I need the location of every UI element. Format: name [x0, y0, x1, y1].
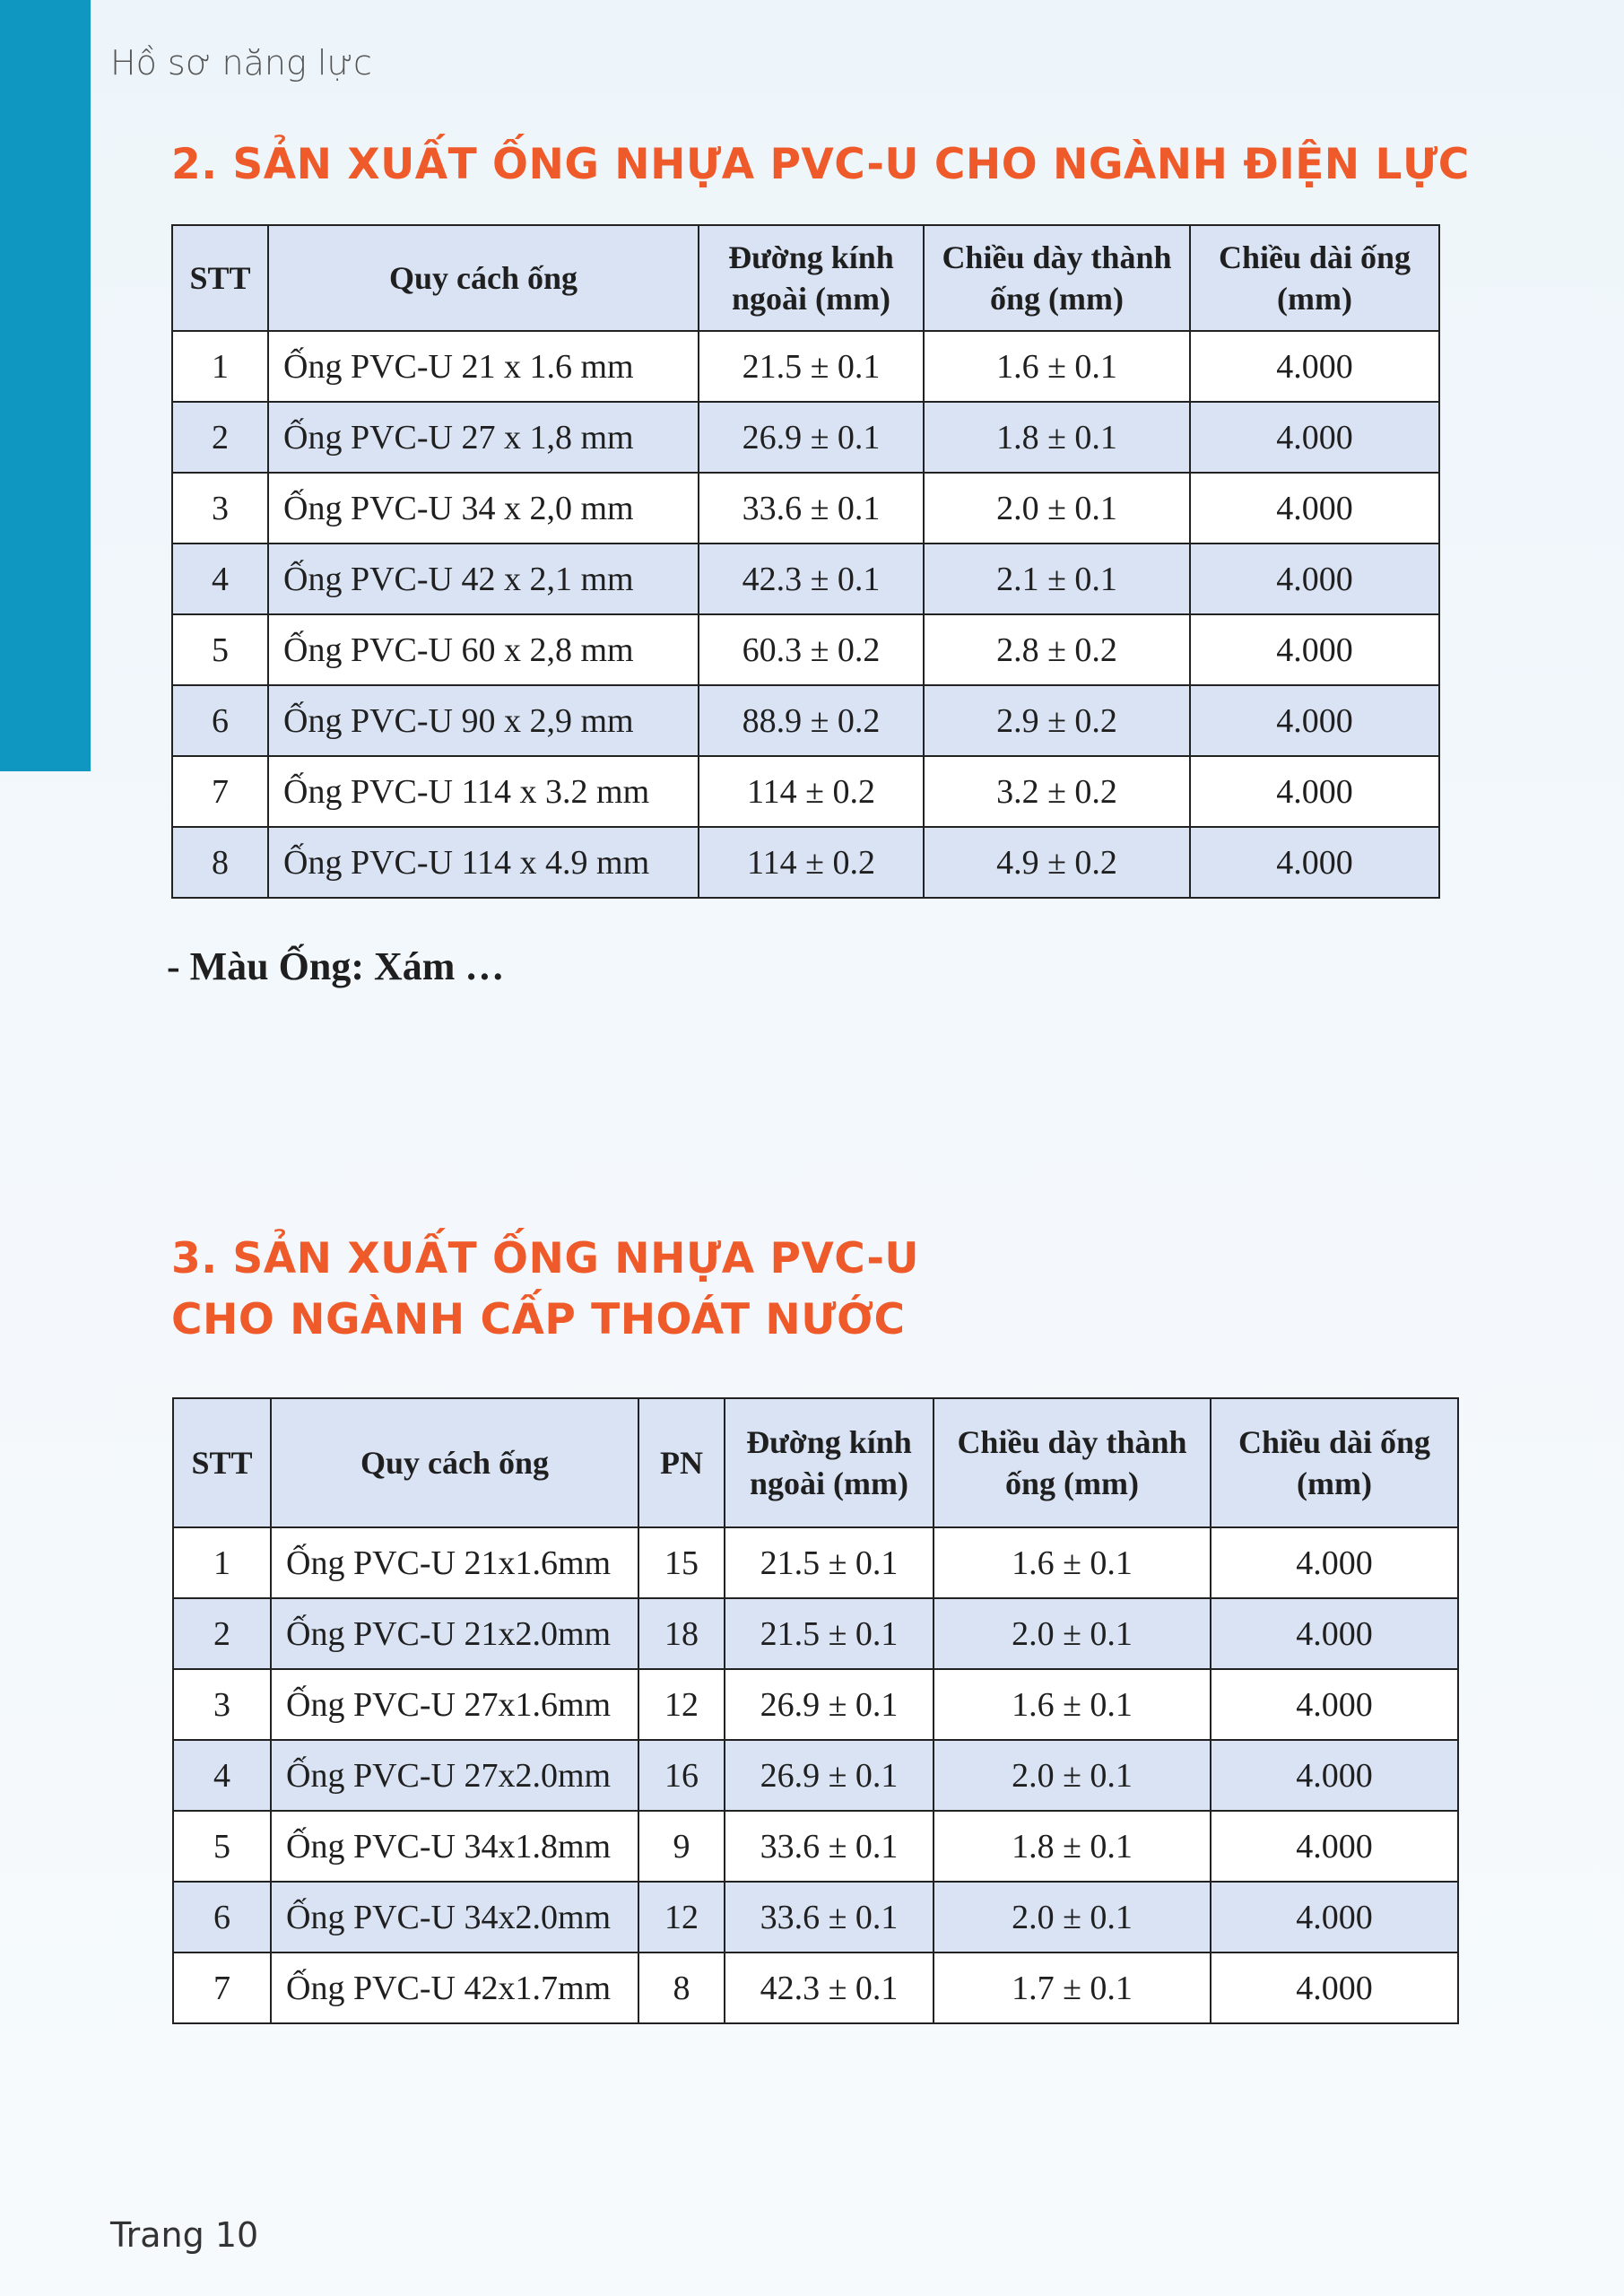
table-row: [173, 1811, 1458, 1882]
table-row: [172, 331, 1439, 402]
table-cell: Ống PVC-U 27 x 1,8 mm: [268, 402, 699, 473]
column-header: Chiều dài ống (mm): [1211, 1398, 1458, 1527]
column-header: STT: [173, 1398, 271, 1527]
table-row: [173, 1527, 1458, 1598]
table-cell: 4.000: [1211, 1811, 1458, 1882]
table-cell: 8: [172, 827, 268, 898]
table-cell: Ống PVC-U 34x1.8mm: [271, 1811, 638, 1882]
table-cell: 4.000: [1211, 1527, 1458, 1598]
table-cell: 1.7 ± 0.1: [934, 1952, 1211, 2023]
table-cell: 12: [638, 1669, 725, 1740]
table-cell: Ống PVC-U 34 x 2,0 mm: [268, 473, 699, 544]
table-cell: 18: [638, 1598, 725, 1669]
table-cell: 5: [172, 614, 268, 685]
table-cell: 21.5 ± 0.1: [699, 331, 924, 402]
column-header: Chiều dày thành ống (mm): [934, 1398, 1211, 1527]
table-cell: 4.000: [1190, 331, 1439, 402]
table-cell: 1: [172, 331, 268, 402]
table-cell: 3: [173, 1669, 271, 1740]
table-row: [173, 1598, 1458, 1669]
table-cell: 4.000: [1190, 827, 1439, 898]
table-cell: Ống PVC-U 21x1.6mm: [271, 1527, 638, 1598]
table-cell: 4.000: [1190, 685, 1439, 756]
section-2-title: 2. SẢN XUẤT ỐNG NHỰA PVC-U CHO NGÀNH ĐIỆN LỰC: [171, 140, 1470, 189]
table-cell: 4.000: [1211, 1740, 1458, 1811]
column-header: STT: [172, 225, 268, 331]
table-cell: Ống PVC-U 114 x 3.2 mm: [268, 756, 699, 827]
table-row: [173, 1669, 1458, 1740]
water-pipe-spec-table: [172, 1397, 1459, 2024]
table-cell: 9: [638, 1811, 725, 1882]
table-cell: 2.0 ± 0.1: [924, 473, 1190, 544]
section-3-title: [171, 1229, 919, 1351]
table-cell: 16: [638, 1740, 725, 1811]
table-cell: 26.9 ± 0.1: [699, 402, 924, 473]
running-header: Hồ sơ năng lực: [110, 43, 372, 83]
table-cell: 3.2 ± 0.2: [924, 756, 1190, 827]
table-cell: 4.000: [1211, 1669, 1458, 1740]
table-row: [173, 1952, 1458, 2023]
table-cell: 7: [172, 756, 268, 827]
column-header: Đường kính ngoài (mm): [725, 1398, 934, 1527]
table-cell: 8: [638, 1952, 725, 2023]
table-cell: 4.000: [1211, 1952, 1458, 2023]
sidebar-accent-bar: [0, 0, 91, 771]
table-cell: 4.000: [1211, 1882, 1458, 1952]
section-3-title-line-2: CHO NGÀNH CẤP THOÁT NƯỚC: [171, 1295, 906, 1344]
table-row: [172, 473, 1439, 544]
table-cell: 12: [638, 1882, 725, 1952]
page-number: Trang 10: [110, 2215, 259, 2255]
table-cell: 3: [172, 473, 268, 544]
table-cell: 4.9 ± 0.2: [924, 827, 1190, 898]
table-cell: 6: [172, 685, 268, 756]
table-cell: 4.000: [1190, 402, 1439, 473]
column-header: Đường kính ngoài (mm): [699, 225, 924, 331]
table-cell: 26.9 ± 0.1: [725, 1740, 934, 1811]
electrical-pipe-spec-table: [171, 224, 1440, 899]
table-row: [172, 756, 1439, 827]
column-header: PN: [638, 1398, 725, 1527]
table-cell: 2.9 ± 0.2: [924, 685, 1190, 756]
table-header-row: [172, 225, 1439, 331]
table-row: [173, 1740, 1458, 1811]
table-row: [172, 402, 1439, 473]
table-cell: 4: [173, 1740, 271, 1811]
table-cell: Ống PVC-U 42 x 2,1 mm: [268, 544, 699, 614]
table-cell: 1.6 ± 0.1: [924, 331, 1190, 402]
table-cell: 42.3 ± 0.1: [699, 544, 924, 614]
table-cell: 2.0 ± 0.1: [934, 1882, 1211, 1952]
table-cell: 4.000: [1190, 756, 1439, 827]
table-cell: Ống PVC-U 114 x 4.9 mm: [268, 827, 699, 898]
table-cell: Ống PVC-U 90 x 2,9 mm: [268, 685, 699, 756]
table-cell: 2.0 ± 0.1: [934, 1598, 1211, 1669]
table-cell: 26.9 ± 0.1: [725, 1669, 934, 1740]
table-cell: 2.8 ± 0.2: [924, 614, 1190, 685]
table-cell: 2: [172, 402, 268, 473]
pipe-color-note: - Màu Ống: Xám …: [167, 944, 505, 988]
section-3-title-line-1: 3. SẢN XUẤT ỐNG NHỰA PVC-U: [171, 1234, 920, 1283]
table-header-row: [173, 1398, 1458, 1527]
table-cell: 4.000: [1190, 614, 1439, 685]
table-cell: Ống PVC-U 42x1.7mm: [271, 1952, 638, 2023]
table-cell: 2.0 ± 0.1: [934, 1740, 1211, 1811]
table-row: [172, 614, 1439, 685]
column-header: Chiều dày thành ống (mm): [924, 225, 1190, 331]
table-cell: 1.8 ± 0.1: [934, 1811, 1211, 1882]
table-cell: Ống PVC-U 27x2.0mm: [271, 1740, 638, 1811]
table-cell: 6: [173, 1882, 271, 1952]
table-cell: Ống PVC-U 27x1.6mm: [271, 1669, 638, 1740]
table-cell: Ống PVC-U 21 x 1.6 mm: [268, 331, 699, 402]
table-cell: 1.8 ± 0.1: [924, 402, 1190, 473]
table-cell: 4.000: [1211, 1598, 1458, 1669]
table-cell: 33.6 ± 0.1: [725, 1811, 934, 1882]
table-cell: 7: [173, 1952, 271, 2023]
table-cell: 15: [638, 1527, 725, 1598]
table-cell: 1.6 ± 0.1: [934, 1669, 1211, 1740]
table-cell: 1: [173, 1527, 271, 1598]
table-row: [172, 685, 1439, 756]
table-cell: 2.1 ± 0.1: [924, 544, 1190, 614]
table-cell: 4.000: [1190, 544, 1439, 614]
table-cell: 5: [173, 1811, 271, 1882]
table-cell: Ống PVC-U 60 x 2,8 mm: [268, 614, 699, 685]
table-cell: 4: [172, 544, 268, 614]
table-cell: 60.3 ± 0.2: [699, 614, 924, 685]
table-cell: 42.3 ± 0.1: [725, 1952, 934, 2023]
column-header: Chiều dài ống (mm): [1190, 225, 1439, 331]
column-header: Quy cách ống: [271, 1398, 638, 1527]
table-cell: Ống PVC-U 21x2.0mm: [271, 1598, 638, 1669]
table-cell: 114 ± 0.2: [699, 756, 924, 827]
column-header: Quy cách ống: [268, 225, 699, 331]
table-cell: 88.9 ± 0.2: [699, 685, 924, 756]
table-cell: 21.5 ± 0.1: [725, 1527, 934, 1598]
table-cell: 21.5 ± 0.1: [725, 1598, 934, 1669]
table-cell: 33.6 ± 0.1: [699, 473, 924, 544]
table-cell: 33.6 ± 0.1: [725, 1882, 934, 1952]
table-cell: 1.6 ± 0.1: [934, 1527, 1211, 1598]
table-cell: 4.000: [1190, 473, 1439, 544]
table-row: [173, 1882, 1458, 1952]
table-cell: Ống PVC-U 34x2.0mm: [271, 1882, 638, 1952]
table-row: [172, 827, 1439, 898]
table-row: [172, 544, 1439, 614]
table-cell: 114 ± 0.2: [699, 827, 924, 898]
table-cell: 2: [173, 1598, 271, 1669]
